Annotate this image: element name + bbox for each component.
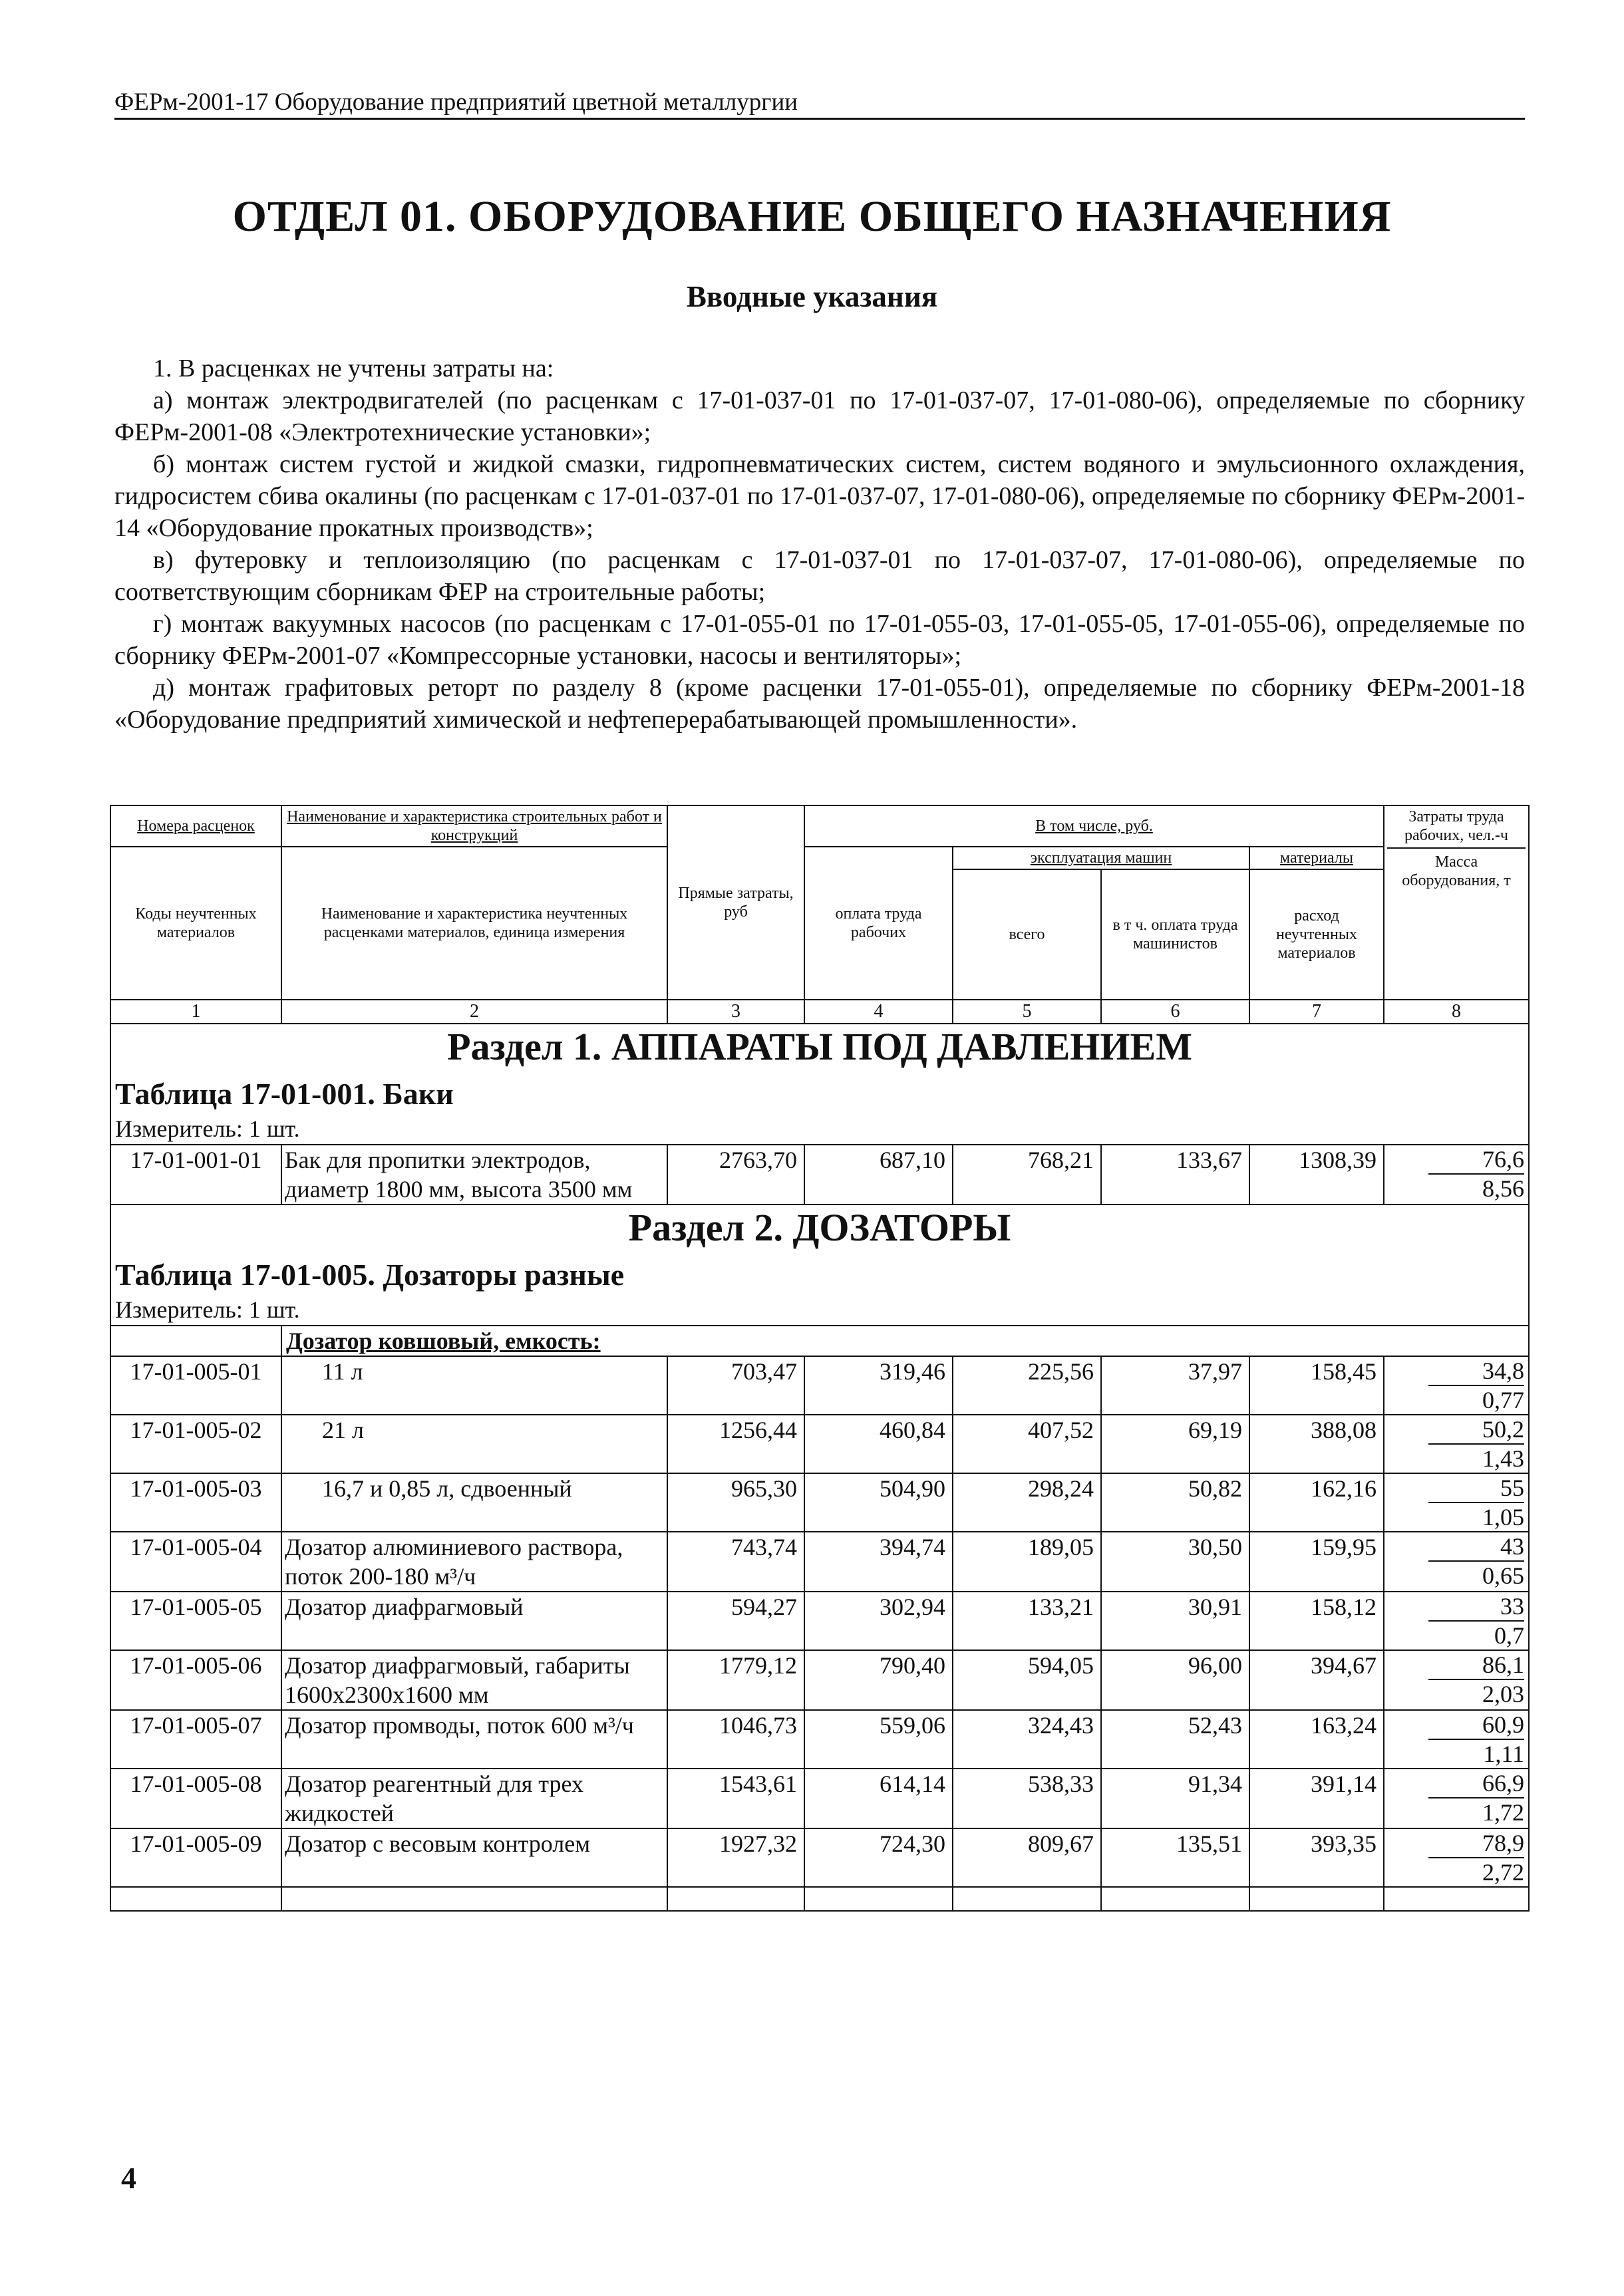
cost-materials: 158,12 bbox=[1249, 1592, 1384, 1650]
table-row bbox=[110, 1415, 1529, 1473]
labor-hours: 33 bbox=[1428, 1592, 1524, 1622]
labor-and-mass bbox=[1384, 1415, 1529, 1473]
intro-text bbox=[114, 353, 1525, 736]
labor-and-mass bbox=[1384, 1592, 1529, 1650]
labor-and-mass bbox=[1384, 1473, 1529, 1532]
cost-materials: 162,16 bbox=[1249, 1473, 1384, 1532]
measure-unit: Измеритель: 1 шт. bbox=[110, 1115, 1529, 1145]
rate-code: 17-01-005-02 bbox=[110, 1415, 281, 1473]
cost-machines: 809,67 bbox=[953, 1828, 1101, 1887]
cost-materials: 394,67 bbox=[1249, 1650, 1384, 1710]
department-title: ОТДЕЛ 01. ОБОРУДОВАНИЕ ОБЩЕГО НАЗНАЧЕНИЯ bbox=[232, 192, 1392, 241]
header-including: В том числе, руб. bbox=[804, 805, 1384, 847]
cost-labor: 302,94 bbox=[804, 1592, 953, 1650]
cost-direct: 965,30 bbox=[667, 1473, 804, 1532]
cost-materials: 391,14 bbox=[1249, 1769, 1384, 1828]
table-row bbox=[110, 1650, 1529, 1710]
cost-machines: 324,43 bbox=[953, 1710, 1101, 1769]
intro-paragraph: а) монтаж электродвигателей (по расценкам с 17-01-037-01 по 17-01-037-07, 17-01-080-06), определяемые по сборнику ФЕРм-2001-08 «Электротехнические установки»; bbox=[114, 386, 1525, 446]
cost-materials: 388,08 bbox=[1249, 1415, 1384, 1473]
labor-and-mass bbox=[1384, 1710, 1529, 1769]
equipment-mass: 0,77 bbox=[1482, 1387, 1524, 1413]
cost-direct: 703,47 bbox=[667, 1356, 804, 1415]
cost-materials: 393,35 bbox=[1249, 1828, 1384, 1887]
rate-code: 17-01-005-03 bbox=[110, 1473, 281, 1532]
cost-machines: 225,56 bbox=[953, 1356, 1101, 1415]
rate-name: 11 л bbox=[281, 1356, 667, 1415]
labor-hours: 76,6 bbox=[1428, 1145, 1524, 1175]
group-label: Дозатор ковшовый, емкость: bbox=[281, 1326, 1529, 1356]
intro-title: Вводные указания bbox=[686, 280, 938, 313]
cost-machines: 538,33 bbox=[953, 1769, 1101, 1828]
equipment-mass: 2,72 bbox=[1482, 1859, 1524, 1886]
cost-direct: 743,74 bbox=[667, 1532, 804, 1592]
equipment-mass: 1,11 bbox=[1483, 1741, 1524, 1767]
section-title: Раздел 2. ДОЗАТОРЫ bbox=[110, 1205, 1529, 1257]
rate-code: 17-01-005-01 bbox=[110, 1356, 281, 1415]
header-labor-hours: Затраты труда рабочих, чел.-ч Масса оборудования, т bbox=[1384, 805, 1529, 1000]
rate-name: 16,7 и 0,85 л, сдвоенный bbox=[281, 1473, 667, 1532]
header-work-name: Наименование и характеристика строительных работ и конструкций bbox=[281, 805, 667, 847]
col-number: 4 bbox=[804, 1000, 953, 1024]
header-materials-consumption: расход неучтенных материалов bbox=[1249, 869, 1384, 1000]
cost-materials: 158,45 bbox=[1249, 1356, 1384, 1415]
header-labor-pay: оплата труда рабочих bbox=[804, 847, 953, 1000]
table-row bbox=[110, 1769, 1529, 1828]
cost-machinists: 50,82 bbox=[1101, 1473, 1249, 1532]
col-number: 8 bbox=[1384, 1000, 1529, 1024]
header-machinists-pay: в т ч. оплата труда машинистов bbox=[1101, 869, 1249, 1000]
labor-and-mass bbox=[1384, 1532, 1529, 1592]
table-row bbox=[110, 1710, 1529, 1769]
cost-machines: 298,24 bbox=[953, 1473, 1101, 1532]
cost-materials: 1308,39 bbox=[1249, 1145, 1384, 1205]
cost-labor: 319,46 bbox=[804, 1356, 953, 1415]
labor-hours: 60,9 bbox=[1428, 1711, 1524, 1740]
rate-name: Дозатор промводы, поток 600 м³/ч bbox=[281, 1710, 667, 1769]
rate-code: 17-01-005-07 bbox=[110, 1710, 281, 1769]
intro-paragraph: г) монтаж вакуумных насосов (по расценкам с 17-01-055-01 по 17-01-055-03, 17-01-055-05, 17-01-055-06), определяемые по сборнику ФЕРм-2001-07 «Компрессорные установки, насосы и вентиляторы»; bbox=[114, 610, 1525, 670]
col-number: 6 bbox=[1101, 1000, 1249, 1024]
labor-hours: 43 bbox=[1428, 1532, 1524, 1562]
cost-materials: 159,95 bbox=[1249, 1532, 1384, 1592]
cost-machinists: 133,67 bbox=[1101, 1145, 1249, 1205]
header-rate-numbers: Номера расценок bbox=[110, 805, 281, 847]
labor-hours: 66,9 bbox=[1428, 1769, 1524, 1798]
cost-labor: 614,14 bbox=[804, 1769, 953, 1828]
rate-name: Дозатор диафрагмовый, габариты 1600x2300x1600 мм bbox=[281, 1650, 667, 1710]
intro-paragraph: б) монтаж систем густой и жидкой смазки, гидропневматических систем, систем водяного и эмульсионного охлаждения, гидросистем сбива окалины (по расценкам с 17-01-037-01 по 17-01-037-07, 17-01-080-06), определяемые по сборнику ФЕРм-2001-14 «Оборудование прокатных производств»; bbox=[114, 450, 1525, 542]
cost-labor: 687,10 bbox=[804, 1145, 953, 1205]
labor-hours: 78,9 bbox=[1428, 1829, 1524, 1858]
cost-direct: 1543,61 bbox=[667, 1769, 804, 1828]
cost-machinists: 30,91 bbox=[1101, 1592, 1249, 1650]
labor-and-mass bbox=[1384, 1828, 1529, 1887]
cost-direct: 1256,44 bbox=[667, 1415, 804, 1473]
price-table bbox=[110, 805, 1530, 1912]
equipment-mass: 2,03 bbox=[1482, 1681, 1524, 1707]
table-row bbox=[110, 1592, 1529, 1650]
labor-hours: 55 bbox=[1428, 1474, 1524, 1503]
labor-and-mass bbox=[1384, 1356, 1529, 1415]
col-number: 5 bbox=[953, 1000, 1101, 1024]
cost-labor: 504,90 bbox=[804, 1473, 953, 1532]
labor-and-mass bbox=[1384, 1145, 1529, 1205]
rate-code: 17-01-005-06 bbox=[110, 1650, 281, 1710]
cost-machinists: 96,00 bbox=[1101, 1650, 1249, 1710]
cost-machines: 189,05 bbox=[953, 1532, 1101, 1592]
page-number: 4 bbox=[121, 2161, 136, 2195]
labor-hours: 34,8 bbox=[1428, 1357, 1524, 1386]
table-title: Таблица 17-01-005. Дозаторы разные bbox=[110, 1257, 1529, 1296]
running-header: ФЕРм-2001-17 Оборудование предприятий цветной металлургии bbox=[114, 88, 1525, 120]
col-number: 2 bbox=[281, 1000, 667, 1024]
rate-code: 17-01-005-09 bbox=[110, 1828, 281, 1887]
col-number: 3 bbox=[667, 1000, 804, 1024]
cost-machines: 407,52 bbox=[953, 1415, 1101, 1473]
equipment-mass: 0,65 bbox=[1482, 1562, 1524, 1589]
cost-direct: 594,27 bbox=[667, 1592, 804, 1650]
cost-machinists: 69,19 bbox=[1101, 1415, 1249, 1473]
equipment-mass: 1,05 bbox=[1482, 1504, 1524, 1530]
header-material-names: Наименование и характеристика неучтенных расценками материалов, единица измерения bbox=[281, 847, 667, 1000]
rate-name: Дозатор диафрагмовый bbox=[281, 1592, 667, 1650]
table-row bbox=[110, 1356, 1529, 1415]
rate-code: 17-01-005-05 bbox=[110, 1592, 281, 1650]
header-direct-costs: Прямые затраты, руб bbox=[667, 805, 804, 1000]
rate-code: 17-01-005-04 bbox=[110, 1532, 281, 1592]
cost-machines: 133,21 bbox=[953, 1592, 1101, 1650]
cost-labor: 790,40 bbox=[804, 1650, 953, 1710]
equipment-mass: 1,72 bbox=[1482, 1799, 1524, 1826]
table-row bbox=[110, 1473, 1529, 1532]
labor-and-mass bbox=[1384, 1650, 1529, 1710]
table-row bbox=[110, 1145, 1529, 1205]
cost-machines: 594,05 bbox=[953, 1650, 1101, 1710]
rate-name: 21 л bbox=[281, 1415, 667, 1473]
rate-name: Дозатор реагентный для трех жидкостей bbox=[281, 1769, 667, 1828]
rate-code: 17-01-005-08 bbox=[110, 1769, 281, 1828]
cost-materials: 163,24 bbox=[1249, 1710, 1384, 1769]
table-title: Таблица 17-01-001. Баки bbox=[110, 1076, 1529, 1115]
cost-labor: 394,74 bbox=[804, 1532, 953, 1592]
cost-machinists: 37,97 bbox=[1101, 1356, 1249, 1415]
rate-name: Бак для пропитки электродов, диаметр 1800 мм, высота 3500 мм bbox=[281, 1145, 667, 1205]
cost-machinists: 52,43 bbox=[1101, 1710, 1249, 1769]
cost-machinists: 91,34 bbox=[1101, 1769, 1249, 1828]
header-materials: материалы bbox=[1249, 847, 1384, 869]
intro-paragraph: д) монтаж графитовых реторт по разделу 8 (кроме расценки 17-01-055-01), определяемые по сборнику ФЕРм-2001-18 «Оборудование предприятий химической и нефтеперерабатывающей промышленности». bbox=[114, 674, 1525, 734]
rate-name: Дозатор алюминиевого раствора, поток 200-180 м³/ч bbox=[281, 1532, 667, 1592]
header-material-codes: Коды неучтенных материалов bbox=[110, 847, 281, 1000]
col-number: 1 bbox=[110, 1000, 281, 1024]
labor-hours: 86,1 bbox=[1428, 1651, 1524, 1680]
labor-and-mass bbox=[1384, 1769, 1529, 1828]
cost-labor: 724,30 bbox=[804, 1828, 953, 1887]
equipment-mass: 8,56 bbox=[1482, 1175, 1524, 1202]
cost-labor: 460,84 bbox=[804, 1415, 953, 1473]
cost-direct: 1927,32 bbox=[667, 1828, 804, 1887]
cost-machinists: 135,51 bbox=[1101, 1828, 1249, 1887]
rate-code: 17-01-001-01 bbox=[110, 1145, 281, 1205]
intro-paragraph: 1. В расценках не учтены затраты на: bbox=[153, 355, 554, 382]
table-row bbox=[110, 1532, 1529, 1592]
measure-unit: Измеритель: 1 шт. bbox=[110, 1296, 1529, 1326]
header-machines: эксплуатация машин bbox=[953, 847, 1249, 869]
intro-paragraph: в) футеровку и теплоизоляцию (по расценкам с 17-01-037-01 по 17-01-037-07, 17-01-080-06), определяемые по соответствующим сборникам ФЕР на строительные работы; bbox=[114, 546, 1525, 606]
equipment-mass: 1,43 bbox=[1482, 1445, 1524, 1472]
equipment-mass: 0,7 bbox=[1494, 1622, 1524, 1649]
cost-machinists: 30,50 bbox=[1101, 1532, 1249, 1592]
section-title: Раздел 1. АППАРАТЫ ПОД ДАВЛЕНИЕМ bbox=[110, 1024, 1529, 1076]
table-row bbox=[110, 1828, 1529, 1887]
cost-labor: 559,06 bbox=[804, 1710, 953, 1769]
cost-direct: 2763,70 bbox=[667, 1145, 804, 1205]
cost-direct: 1779,12 bbox=[667, 1650, 804, 1710]
cost-direct: 1046,73 bbox=[667, 1710, 804, 1769]
col-number: 7 bbox=[1249, 1000, 1384, 1024]
rate-name: Дозатор с весовым контролем bbox=[281, 1828, 667, 1887]
cost-machines: 768,21 bbox=[953, 1145, 1101, 1205]
header-machines-total: всего bbox=[953, 869, 1101, 1000]
labor-hours: 50,2 bbox=[1428, 1415, 1524, 1445]
